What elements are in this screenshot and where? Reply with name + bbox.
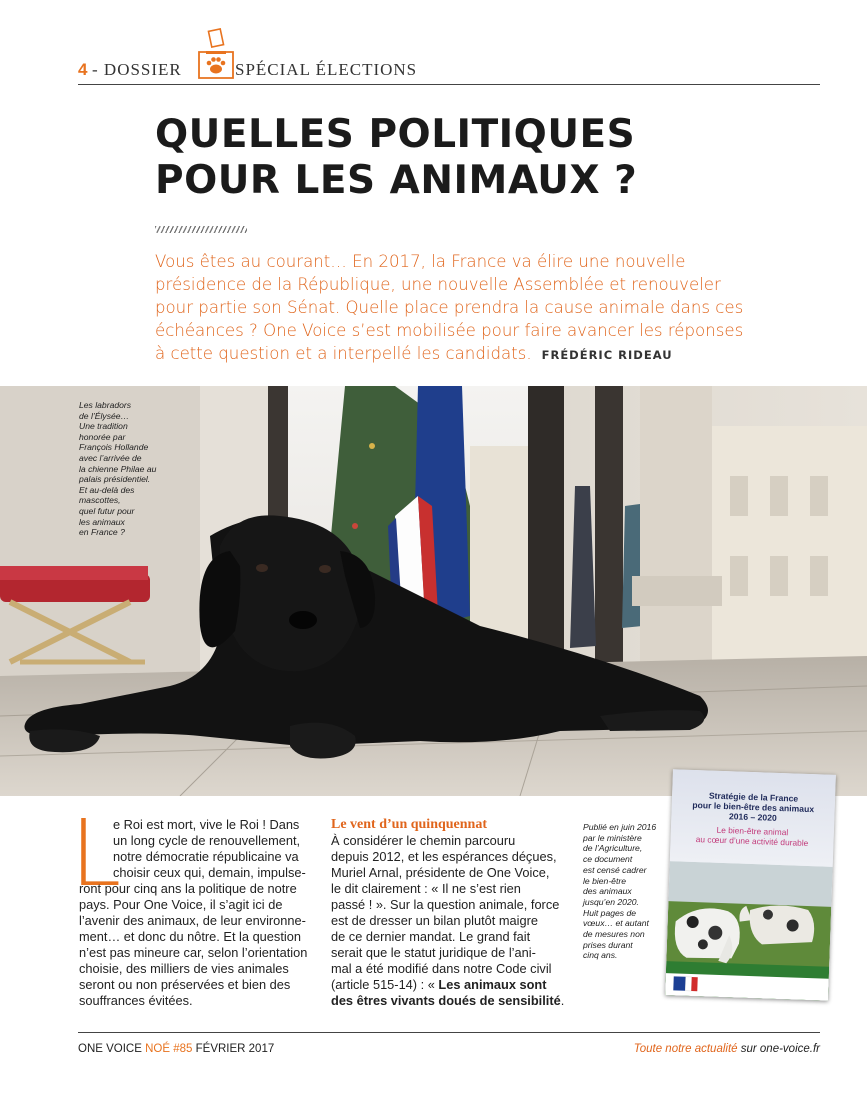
body-line-text: (article 515-14) : bbox=[331, 977, 425, 992]
body-line: serait que le statut juridique de l’ani- bbox=[331, 945, 536, 960]
caption-line: cinq ans. bbox=[583, 950, 618, 961]
body-line: de ce dernier mandat. Le grand fait bbox=[331, 929, 531, 944]
body-line: ront pour cinq ans la politique de notre bbox=[79, 881, 297, 896]
caption-line: de mesures non bbox=[583, 929, 645, 940]
body-line: seront ou non préservées et bien des bbox=[79, 977, 291, 992]
caption-line: Et au-delà des bbox=[79, 484, 135, 495]
promo-highlight: Toute notre actualité bbox=[633, 1043, 738, 1055]
cows-in-field-image bbox=[665, 861, 833, 1001]
booklet-title-line: 2016 – 2020 bbox=[728, 811, 777, 823]
title-line: POUR LES ANIMAUX ? bbox=[155, 158, 638, 203]
body-line bbox=[331, 977, 564, 993]
photo-caption bbox=[79, 400, 171, 538]
quote-open: « bbox=[427, 977, 439, 992]
article-title bbox=[155, 112, 795, 204]
intro-line: Vous êtes au courant… En 2017, la France va élire une nouvelle bbox=[155, 252, 686, 271]
booklet-subtitle-line: Le bien-être animal bbox=[716, 824, 789, 838]
caption-line: par le ministère bbox=[583, 832, 642, 843]
caption-line: vœux… et autant bbox=[583, 918, 649, 929]
body-line: le dit clairement : « Il ne s’est rien bbox=[331, 881, 521, 896]
drop-cap: L bbox=[70, 800, 122, 907]
caption-line: honorée par bbox=[79, 431, 126, 442]
ballot-box-icon bbox=[196, 28, 236, 80]
caption-line: jusqu’en 2020. bbox=[583, 896, 639, 907]
caption-line: François Hollande bbox=[79, 442, 149, 453]
body-line: e Roi est mort, vive le Roi ! Dans bbox=[113, 817, 300, 832]
caption-line: en France ? bbox=[79, 527, 125, 538]
quote-bold-a: Les animaux sont bbox=[438, 977, 547, 992]
quote-end: . bbox=[560, 993, 565, 1008]
body-line: depuis 2012, et les espérances déçues, bbox=[331, 849, 557, 864]
booklet-title-line: pour le bien-être des animaux bbox=[692, 799, 815, 815]
body-line: notre démocratie républicaine va bbox=[113, 849, 299, 864]
caption-line: Les labradors bbox=[79, 400, 132, 410]
intro-line: échéances ? One Voice s’est mobilisée pour faire avancer les réponses bbox=[155, 321, 744, 340]
body-line: pays. Pour One Voice, il s’agit ici de bbox=[79, 897, 283, 912]
body-line: mal a été modifié dans notre Code civil bbox=[331, 961, 552, 976]
intro-line: présidence de la République, une nouvelle Assemblée et renouveler bbox=[155, 275, 721, 294]
website-promo[interactable] bbox=[634, 1043, 820, 1055]
body-line: n’est pas mineure car, selon l’orientation bbox=[79, 945, 308, 960]
column-1-text bbox=[79, 881, 307, 1009]
intro-line bbox=[155, 342, 815, 367]
body-line: choisir ceux qui, demain, impulse- bbox=[113, 865, 306, 880]
page-number: 4 bbox=[78, 60, 88, 79]
body-line: ment… et donc du nôtre. Et la question bbox=[79, 929, 301, 944]
body-line: À considérer le chemin parcouru bbox=[331, 833, 516, 848]
caption-line: mascottes, bbox=[79, 495, 121, 506]
body-line: souffrances évitées. bbox=[79, 993, 193, 1008]
caption-line: Publié en juin 2016 bbox=[583, 822, 657, 832]
issue-info bbox=[78, 1043, 274, 1055]
page-footer bbox=[78, 1032, 820, 1055]
promo-link: sur one-voice.fr bbox=[737, 1043, 820, 1055]
issue-date: FÉVRIER 2017 bbox=[195, 1043, 275, 1055]
section-label: - DOSSIER bbox=[92, 60, 182, 79]
intro-line-text: à cette question et a interpellé les candidats. bbox=[155, 344, 532, 363]
caption-line: prises durant bbox=[583, 939, 633, 950]
body-line: l’avenir des animaux, de leur environne- bbox=[79, 913, 306, 928]
body-line: est de dresser un bilan plutôt maigre bbox=[331, 913, 538, 928]
caption-line: Huit pages de bbox=[583, 907, 637, 918]
caption-line: la chienne Philae au bbox=[79, 463, 157, 474]
caption-line: le bien-être bbox=[583, 875, 626, 886]
body-line: Muriel Arnal, présidente de One Voice, bbox=[331, 865, 550, 880]
caption-line: palais présidentiel. bbox=[79, 474, 151, 485]
caption-line: est censé cadrer bbox=[583, 864, 647, 875]
intro-line: pour partie son Sénat. Quelle place prendra la cause animale dans ces bbox=[155, 298, 744, 317]
booklet-title bbox=[679, 789, 827, 824]
caption-line: ce document bbox=[583, 854, 633, 865]
issue-number: NOÉ #85 bbox=[145, 1043, 193, 1055]
quote-bold-b: des êtres vivants doués de sensibilité bbox=[331, 993, 561, 1008]
body-line bbox=[331, 993, 564, 1009]
body-line: choisie, des milliers de vies animales bbox=[79, 961, 289, 976]
column-2-text bbox=[331, 817, 564, 1009]
booklet-subtitle-line: au cœur d’une activité durable bbox=[695, 834, 809, 848]
caption-line: les animaux bbox=[79, 516, 125, 527]
body-line: passé ! ». Sur la question animale, force bbox=[331, 897, 560, 912]
caption-line: quel futur pour bbox=[79, 505, 135, 516]
caption-line: avec l’arrivée de bbox=[79, 452, 142, 463]
article-intro bbox=[155, 250, 815, 367]
topic-label: SPÉCIAL ÉLECTIONS bbox=[235, 60, 418, 79]
title-line: QUELLES POLITIQUES bbox=[155, 112, 636, 157]
author-byline: FRÉDÉRIC RIDEAU bbox=[541, 348, 673, 362]
column-1-dropcap-lines bbox=[113, 817, 306, 881]
caption-line: de l’Élysée… bbox=[79, 410, 130, 421]
caption-line: Une tradition bbox=[79, 421, 128, 432]
hatch-divider bbox=[155, 226, 247, 233]
caption-line: de l’Agriculture, bbox=[583, 843, 643, 854]
caption-line: des animaux bbox=[583, 886, 632, 897]
booklet-title-line: Stratégie de la France bbox=[708, 790, 799, 804]
strategy-booklet-cover bbox=[665, 769, 836, 1001]
body-line: un long cycle de renouvellement, bbox=[113, 833, 301, 848]
magazine-name: ONE VOICE bbox=[78, 1043, 142, 1055]
page-header bbox=[78, 56, 820, 85]
section-subhead: Le vent d’un quinquennat bbox=[331, 817, 488, 832]
